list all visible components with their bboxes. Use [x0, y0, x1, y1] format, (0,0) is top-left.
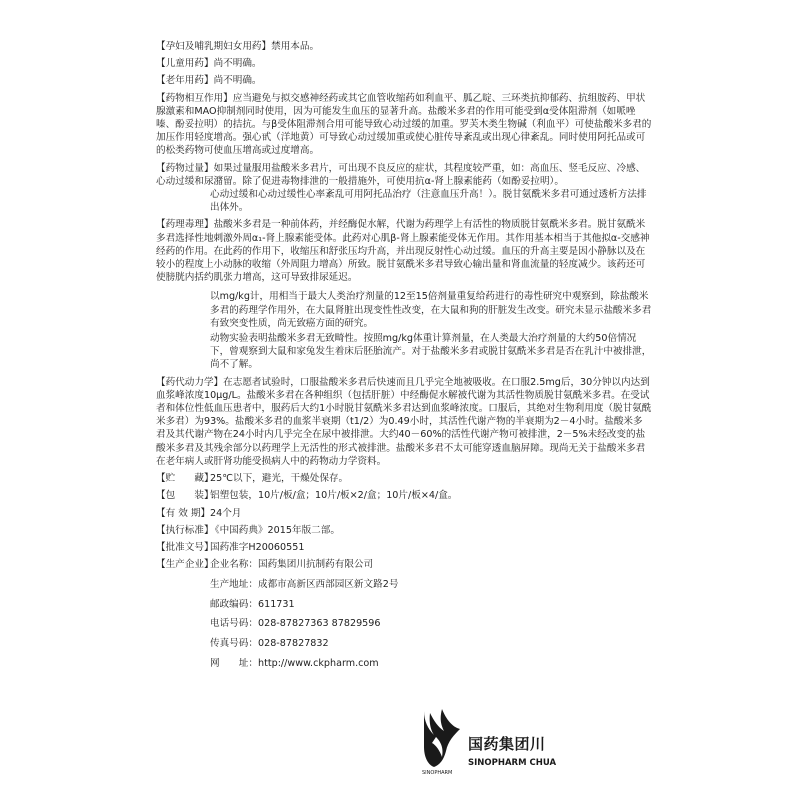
section-label: 【孕妇及哺乳期妇女用药】 [156, 41, 272, 52]
manufacturer-row [210, 578, 652, 591]
section-text: 应当避免与拟交感神经药或其它血管收缩药如利血平、胍乙啶、三环类抗抑郁药、抗组胺药、甲状腺激素和MAO抑制剂同时使用，因为可能发生血压的显著升高。盐酸米多君的作用可能受到α受体阻滞剂（如哌唑嗪、酚妥拉明）的拮抗。与β受体阻滞剂合用可能导致心动过缓的加重。罗芙木类生物碱（利血平）可使盐酸米多君的加压作用轻度增高。强心甙（洋地黄）可导致心动过缓加重或使心脏传导紊乱或出现心律紊乱。同时使用阿托品或可的松类药物可使血压增高或过度增高。 [156, 92, 652, 157]
row-key: 生产地址： [210, 578, 258, 590]
section-storage [156, 472, 652, 485]
manufacturer-row [210, 617, 652, 630]
row-key: 邮政编码： [210, 598, 258, 610]
section-label: 【药理毒理】 [156, 219, 214, 231]
section-text: 24个月 [210, 507, 242, 519]
section-label: 【包 装】 [156, 490, 214, 502]
section-label: 【药物相互作用】 [156, 92, 233, 104]
section-text: 国药准字H20060551 [210, 541, 305, 553]
section-paragraph: 动物实验表明盐酸米多君无致畸性。按照mg/kg体重计算剂量，在人类最大治疗剂量的大约50倍情况下，曾观察到大鼠和家兔发生着床后胚胎流产。对于盐酸米多君或脱甘氨酰米多君是否在乳汁中被排泄，尚不了解。 [210, 333, 652, 371]
section-validity [156, 507, 652, 520]
row-key: 企业名称： [210, 559, 258, 571]
section-elderly [156, 74, 652, 87]
section-pharmacokinetics [156, 376, 652, 468]
section-text: 《中国药典》2015年版二部。 [210, 524, 340, 536]
leaflet-content [156, 40, 652, 676]
row-value: 028-87827832 [258, 637, 329, 649]
section-standard [156, 524, 652, 537]
logo-mark-sub: SINOPHARM [422, 770, 453, 775]
section-label: 【药物过量】 [156, 162, 214, 174]
manufacturer-row [210, 558, 652, 571]
section-label: 【儿童用药】 [156, 58, 214, 70]
section-approval [156, 541, 652, 554]
sinopharm-logo-icon [418, 707, 466, 775]
section-package [156, 489, 652, 502]
logo-cn-text: 国药集团川 [468, 735, 546, 753]
section-text: 铝塑包装，10片/板/盒；10片/板×2/盒；10片/板×4/盒。 [210, 490, 458, 502]
manufacturer-row [210, 637, 652, 650]
row-value: 611731 [258, 598, 295, 610]
sinopharm-logo [418, 707, 658, 777]
section-interactions [156, 92, 652, 158]
row-value: 成都市高新区西部园区新文路2号 [258, 578, 399, 590]
manufacturer-row [210, 657, 652, 670]
row-key: 网 址： [210, 657, 258, 669]
row-value: 028-87827363 87829596 [258, 618, 381, 630]
row-key: 传真号码： [210, 637, 258, 649]
section-paragraph: 盐酸米多君是一种前体药，并经酶促水解，代谢为药理学上有活性的物质脱甘氨酰米多君。脱甘氨酰米多君选择性地刺激外周α₁-肾上腺素能受体。此药对心肌β-肾上腺素能受体无作用。其作用基本相当于其他拟α-交感神经药的作用。在此药的作用下，收缩压和舒张压均升高，并出现反射性心动过缓。血压的升高主要是因小静脉以及在较小的程度上小动脉的收缩（外周阻力增高）所致。脱甘氨酰米多君导致心输出量和肾血流量的轻度减少。该药还可使膀胱内括约肌张力增高，这可导致排尿延迟。 [156, 219, 650, 284]
section-text: 在志愿者试验时，口服盐酸米多君后快速而且几乎完全地被吸收。在口服2.5mg后，30分钟以内达到血浆峰浓度10μg/L。盐酸米多君在各种组织（包括肝脏）中经酶促水解被代谢为其活性物质脱甘氨酰米多君。在受试者和体位性低血压患者中，服药后大约1小时脱甘氨酰米多君达到血浆峰浓度。口服后，其绝对生物利用度（脱甘氨酰米多君）为93%。盐酸米多君的血浆半衰期（t1/2）为0.49小时，其活性代谢产物的半衰期为2－4小时。盐酸米多君及其代谢产物在24小时内几乎完全在尿中被排泄。大约40－60%的活性代谢产物可被排泄，2－5%未经改变的盐酸米多君及其残余部分以药理学上无活性的形式被排泄。盐酸米多君不太可能穿透血脑屏障。现尚无关于盐酸米多君在老年病人或肝肾功能受损病人中的药物动力学资料。 [156, 376, 652, 467]
section-children [156, 57, 652, 70]
row-value: 国药集团川抗制药有限公司 [258, 559, 374, 571]
section-text: 禁用本品。 [271, 41, 320, 52]
section-text: 如果过量服用盐酸米多君片，可出现不良反应的症状，其程度较严重，如：高血压、竖毛反应、冷感、心动过缓和尿潴留。除了促进毒物排泄的一般措施外，可使用抗α-肾上腺素能药（如酚妥拉明）。 [156, 162, 646, 187]
section-label: 【生产企业】 [156, 559, 214, 571]
manufacturer-row [210, 598, 652, 611]
section-paragraph: 以mg/kg计，用相当于最大人类治疗剂量的12至15倍剂量重复给药进行的毒性研究中观察到，除盐酸米多君的药理学作用外，在大鼠肾脏出现变性性改变，在大鼠和狗的肝脏发生改变。研究未显示盐酸米多君有致突变性质，尚无致癌方面的研究。 [210, 291, 652, 329]
section-overdose [156, 162, 652, 215]
row-value: http://www.ckpharm.com [258, 657, 379, 669]
section-label: 【老年用药】 [156, 75, 214, 87]
manufacturer-details [210, 558, 652, 676]
section-manufacturer [156, 558, 652, 676]
row-key: 电话号码： [210, 618, 258, 630]
section-label: 【有 效 期】 [156, 507, 211, 519]
section-text: 心动过缓和心动过缓性心率紊乱可用阿托品治疗（注意血压升高！）。脱甘氨酰米多君可通过透析方法排出体外。 [210, 189, 647, 214]
section-pharmacology [156, 218, 652, 371]
section-label: 【贮 藏】 [156, 473, 214, 485]
logo-en-text: SINOPHARM CHUA [468, 758, 557, 768]
section-label: 【药代动力学】 [156, 376, 224, 388]
section-label: 【执行标准】 [156, 524, 214, 536]
section-label: 【批准文号】 [156, 541, 214, 553]
section-text: 尚不明确。 [213, 58, 262, 70]
section-text: 尚不明确。 [213, 75, 262, 87]
section-pregnancy [156, 40, 652, 53]
section-text: 25℃以下，避光，干燥处保存。 [210, 473, 349, 485]
